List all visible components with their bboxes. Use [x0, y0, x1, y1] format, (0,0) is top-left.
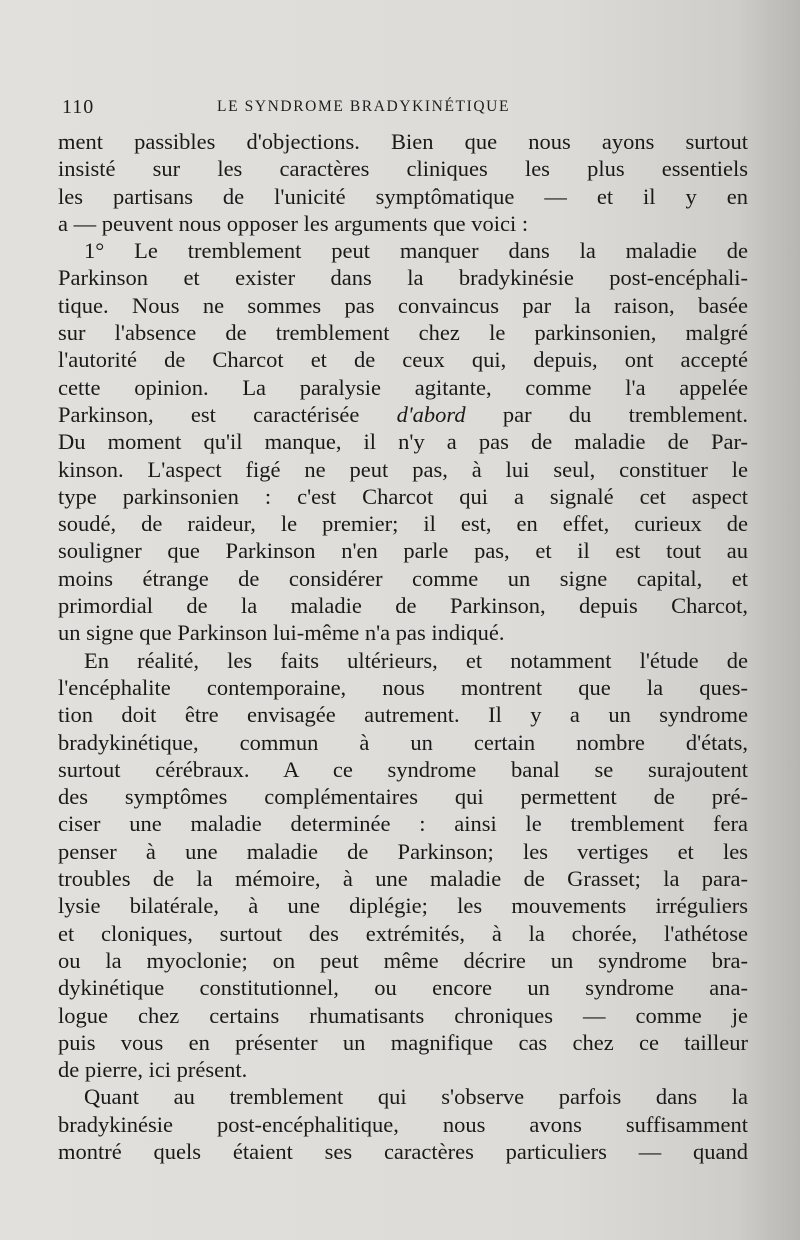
text-line: Du moment qu'il manque, il n'y a pas de maladie de Par- [58, 429, 748, 455]
running-title: LE SYNDROME BRADYKINÉTIQUE [217, 98, 511, 115]
text-line: de pierre, ici présent. [58, 1057, 248, 1083]
text-line: Parkinson et exister dans la bradykinésie post-encéphali- [58, 265, 748, 291]
text-line: et cloniques, surtout des extrémités, à la chorée, l'athétose [58, 920, 748, 946]
text-line: moins étrange de considérer comme un signe capital, et [58, 565, 748, 591]
text-line: surtout cérébraux. A ce syndrome banal se surajoutent [58, 756, 748, 782]
text-line: primordial de la maladie de Parkinson, depuis Charcot, [58, 593, 748, 619]
text-line: tique. Nous ne sommes pas convaincus par la raison, basée [58, 292, 748, 318]
text-line: En réalité, les faits ultérieurs, et notamment l'étude de [84, 647, 748, 673]
text-line: dykinétique constitutionnel, ou encore un syndrome ana- [58, 975, 748, 1001]
text-line: troubles de la mémoire, à une maladie de Grasset; la para- [58, 866, 748, 892]
text-line: tion doit être envisagée autrement. Il y a un syndrome [58, 702, 748, 728]
page-number: 110 [62, 96, 95, 118]
text-line: l'encéphalite contemporaine, nous montrent que la ques- [58, 674, 748, 700]
text-line: puis vous en présenter un magnifique cas chez ce tailleur [58, 1029, 748, 1055]
text-line: a — peuvent nous opposer les arguments que voici : [58, 210, 529, 236]
text-line: bradykinétique, commun à un certain nombre d'états, [58, 729, 748, 755]
page-header [62, 96, 752, 122]
text-line: souligner que Parkinson n'en parle pas, et il est tout au [58, 538, 748, 564]
text-line: cette opinion. La paralysie agitante, comme l'a appelée [58, 374, 748, 400]
text-line: lysie bilatérale, à une diplégie; les mouvements irréguliers [58, 893, 748, 919]
text-line: l'autorité de Charcot et de ceux qui, depuis, ont accepté [58, 347, 748, 373]
text-line: kinson. L'aspect figé ne peut pas, à lui seul, constituer le [58, 456, 748, 482]
text-line: soudé, de raideur, le premier; il est, en effet, curieux de [58, 511, 748, 537]
text-line: sur l'absence de tremblement chez le parkinsonien, malgré [58, 320, 748, 346]
text-line: montré quels étaient ses caractères particuliers — quand [58, 1138, 748, 1164]
text-line: logue chez certains rhumatisants chroniques — comme je [58, 1002, 748, 1028]
text-line: penser à une maladie de Parkinson; les vertiges et les [58, 838, 748, 864]
text-line: ciser une maladie determinée : ainsi le tremblement fera [58, 811, 748, 837]
text-line: Quant au tremblement qui s'observe parfois dans la [84, 1084, 748, 1110]
text-line: 1° Le tremblement peut manquer dans la maladie de [84, 238, 748, 264]
text-line: des symptômes complémentaires qui permettent de pré- [58, 784, 748, 810]
text-line: bradykinésie post-encéphalitique, nous avons suffisamment [58, 1111, 748, 1137]
text-line-with-emphasis [58, 401, 748, 428]
text-fragment: par du tremblement. [502, 401, 748, 427]
body-text [58, 128, 748, 1165]
text-line: type parkinsonien : c'est Charcot qui a signalé cet aspect [58, 483, 748, 509]
text-line: les partisans de l'unicité symptômatique — et il y en [58, 183, 748, 209]
text-line: ou la myoclonie; on peut même décrire un syndrome bra- [58, 947, 748, 973]
text-line: ment passibles d'objections. Bien que nous ayons surtout [58, 129, 748, 154]
text-line: insisté sur les caractères cliniques les plus essentiels [58, 156, 748, 182]
text-fragment: Parkinson, est caractérisée [58, 401, 360, 427]
emphasized-word: d'abord [396, 401, 466, 427]
text-line: un signe que Parkinson lui-même n'a pas indiqué. [58, 620, 505, 646]
